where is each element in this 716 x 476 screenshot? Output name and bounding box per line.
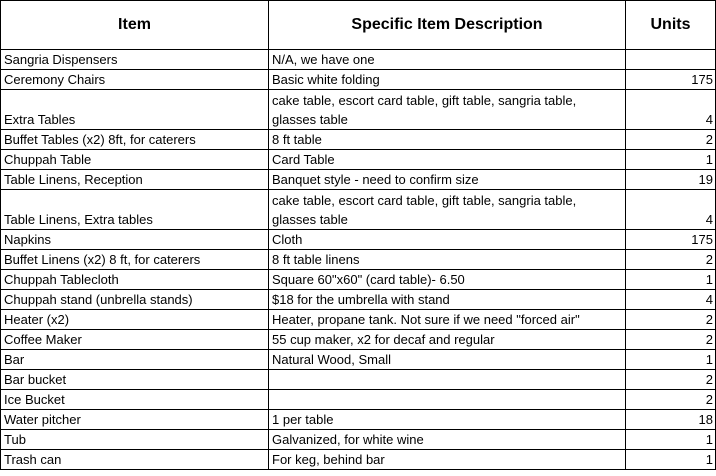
units-cell: 2 [626, 310, 716, 330]
units-cell: 1 [626, 350, 716, 370]
units-cell: 18 [626, 410, 716, 430]
description-cell: Galvanized, for white wine [269, 430, 626, 450]
description-cell [269, 390, 626, 410]
description-cell: N/A, we have one [269, 50, 626, 70]
header-row [1, 1, 716, 50]
units-cell: 175 [626, 230, 716, 250]
table-row [1, 350, 716, 370]
item-cell: Bar [1, 350, 269, 370]
description-cell: For keg, behind bar [269, 450, 626, 470]
description-cell: Square 60"x60" (card table)- 6.50 [269, 270, 626, 290]
table-body [1, 50, 716, 470]
units-cell: 19 [626, 170, 716, 190]
description-cell: Natural Wood, Small [269, 350, 626, 370]
units-cell: 1 [626, 270, 716, 290]
item-cell: Table Linens, Extra tables [1, 190, 269, 230]
item-cell: Chuppah Tablecloth [1, 270, 269, 290]
item-cell: Chuppah Table [1, 150, 269, 170]
description-cell: 8 ft table [269, 130, 626, 150]
item-cell: Extra Tables [1, 90, 269, 130]
item-cell: Coffee Maker [1, 330, 269, 350]
table-row [1, 90, 716, 130]
item-cell: Buffet Linens (x2) 8 ft, for caterers [1, 250, 269, 270]
units-cell: 1 [626, 450, 716, 470]
description-cell: Basic white folding [269, 70, 626, 90]
units-cell: 175 [626, 70, 716, 90]
item-cell: Table Linens, Reception [1, 170, 269, 190]
table-row [1, 290, 716, 310]
table-row [1, 50, 716, 70]
description-cell: Heater, propane tank. Not sure if we need "forced air" [269, 310, 626, 330]
table-row [1, 170, 716, 190]
description-cell: Cloth [269, 230, 626, 250]
description-cell: cake table, escort card table, gift table, sangria table, glasses table [269, 190, 626, 230]
units-cell: 2 [626, 390, 716, 410]
table-row [1, 270, 716, 290]
item-cell: Tub [1, 430, 269, 450]
item-cell: Heater (x2) [1, 310, 269, 330]
item-cell: Water pitcher [1, 410, 269, 430]
units-cell: 2 [626, 330, 716, 350]
units-cell: 1 [626, 430, 716, 450]
table-row [1, 250, 716, 270]
item-cell: Ice Bucket [1, 390, 269, 410]
item-cell: Chuppah stand (unbrella stands) [1, 290, 269, 310]
table-row [1, 450, 716, 470]
units-cell: 4 [626, 90, 716, 130]
table-row [1, 430, 716, 450]
description-cell: 55 cup maker, x2 for decaf and regular [269, 330, 626, 350]
table-row [1, 330, 716, 350]
units-cell: 1 [626, 150, 716, 170]
units-cell: 4 [626, 290, 716, 310]
table-row [1, 150, 716, 170]
description-cell: 8 ft table linens [269, 250, 626, 270]
units-cell [626, 50, 716, 70]
units-cell: 4 [626, 190, 716, 230]
item-cell: Sangria Dispensers [1, 50, 269, 70]
item-cell: Trash can [1, 450, 269, 470]
item-cell: Napkins [1, 230, 269, 250]
description-column-header: Specific Item Description [269, 1, 626, 50]
description-cell: Card Table [269, 150, 626, 170]
description-cell: 1 per table [269, 410, 626, 430]
item-cell: Bar bucket [1, 370, 269, 390]
table-row [1, 130, 716, 150]
units-column-header: Units [626, 1, 716, 50]
units-cell: 2 [626, 250, 716, 270]
item-column-header: Item [1, 1, 269, 50]
table-row [1, 230, 716, 250]
units-cell: 2 [626, 370, 716, 390]
table-row [1, 70, 716, 90]
table-row [1, 410, 716, 430]
description-cell [269, 370, 626, 390]
description-cell: Banquet style - need to confirm size [269, 170, 626, 190]
description-cell: cake table, escort card table, gift table, sangria table, glasses table [269, 90, 626, 130]
item-cell: Ceremony Chairs [1, 70, 269, 90]
table-row [1, 310, 716, 330]
table-row [1, 190, 716, 230]
table-row [1, 370, 716, 390]
units-cell: 2 [626, 130, 716, 150]
table-row [1, 390, 716, 410]
description-cell: $18 for the umbrella with stand [269, 290, 626, 310]
item-cell: Buffet Tables (x2) 8ft, for caterers [1, 130, 269, 150]
